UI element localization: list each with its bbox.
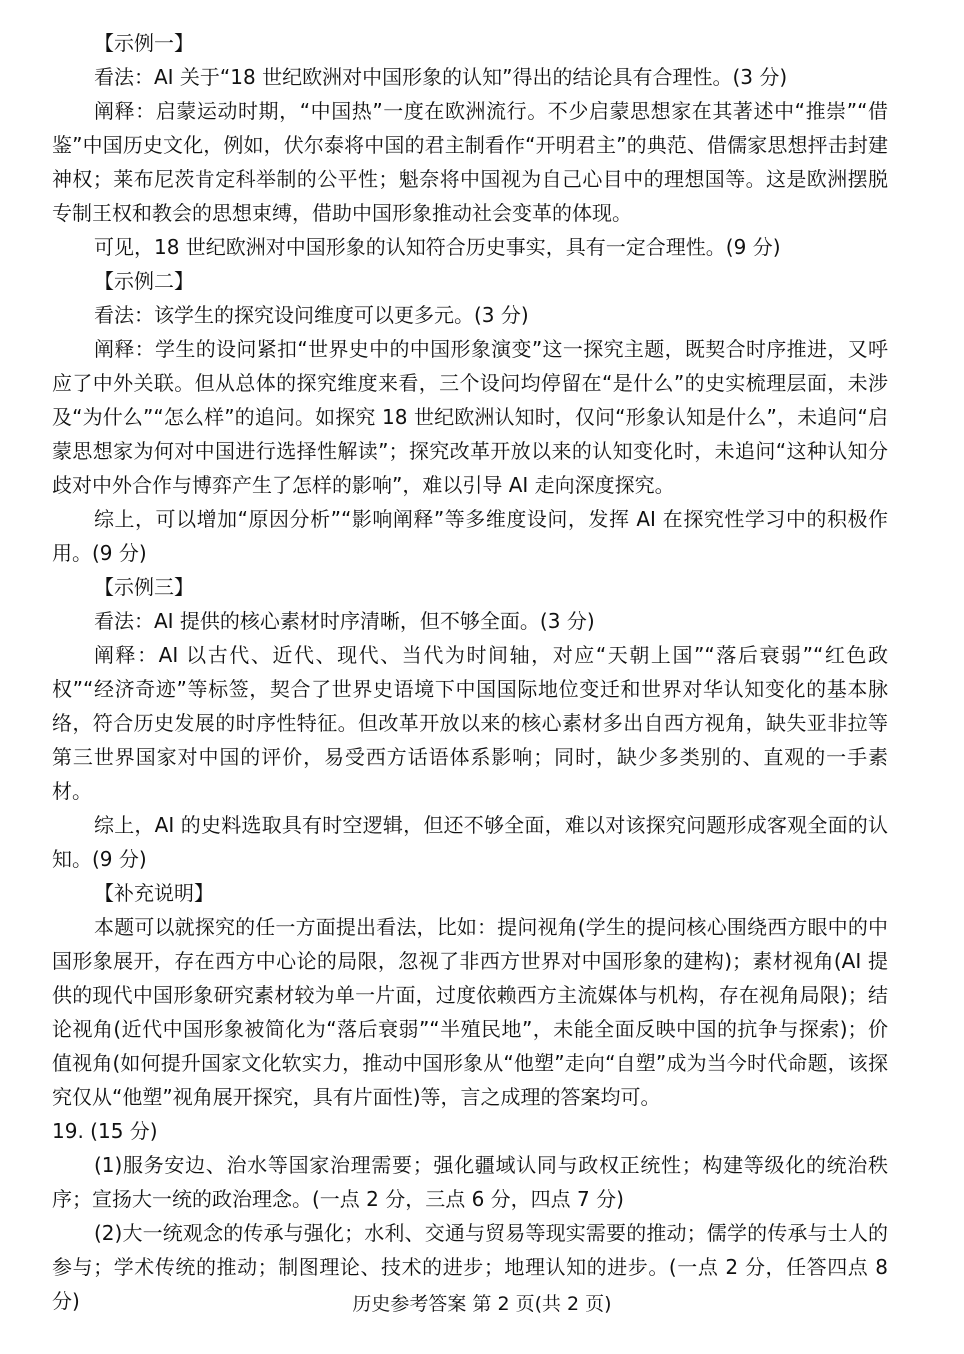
page-footer: 历史参考答案 第 2 页(共 2 页) <box>352 1293 612 1315</box>
example-1-conclusion: 可见，18 世纪欧洲对中国形象的认知符合历史事实，具有一定合理性。(9 分) <box>94 235 781 259</box>
supplement-text: 本题可以就探究的任一方面提出看法，比如：提问视角(学生的提问核心围绕西方眼中的中国形象展开，存在西方中心论的局限，忽视了非西方世界对中国形象的建构)；素材视角(AI 提供的现代中国形象研究素材较为单一片面，过度依赖西方主流媒体与机构，存在视角局限)；结论视角(近代中国形象被简化为“落后衰弱”“半殖民地”，未能全面反映中国的抗争与探索)；价值视角(如何提升国家文化软实力，推动中国形象从“他塑”走向“自塑”成为当今时代命题，该探究仅从“他塑”视角展开探究，具有片面性)等，言之成理的答案均可。 <box>52 915 888 1109</box>
supplement <box>52 876 888 1114</box>
example-2-explanation: 阐释：学生的设问紧扣“世界史中的中国形象演变”这一探究主题，既契合时序推进，又呼应了中外关联。但从总体的探究维度来看，三个设问均停留在“是什么”的史实梳理层面，未涉及“为什么”“怎么样”的追问。如探究 18 世纪欧洲认知时，仅问“形象认知是什么”，未追问“启蒙思想家为何对中国进行选择性解读”；探究改革开放以来的认知变化时，未追问“这种认知分歧对中外合作与博弈产生了怎样的影响”，难以引导 AI 走向深度探究。 <box>52 337 888 497</box>
example-2-heading: 【示例二】 <box>94 269 194 293</box>
question-19-part-1: (1)服务安边、治水等国家治理需要；强化疆域认同与政权正统性；构建等级化的统治秩序；宣扬大一统的政治理念。(一点 2 分，三点 6 分，四点 7 分) <box>52 1153 888 1211</box>
example-1-heading: 【示例一】 <box>94 31 194 55</box>
example-3 <box>52 570 888 876</box>
question-19-number: 19. (15 分) <box>52 1119 158 1143</box>
example-3-conclusion: 综上，AI 的史料选取具有时空逻辑，但还不够全面，难以对该探究问题形成客观全面的认知。(9 分) <box>52 813 888 871</box>
example-1-view: 看法：AI 关于“18 世纪欧洲对中国形象的认知”得出的结论具有合理性。(3 分) <box>94 65 788 89</box>
example-3-heading: 【示例三】 <box>94 575 194 599</box>
example-1-explanation: 阐释：启蒙运动时期，“中国热”一度在欧洲流行。不少启蒙思想家在其著述中“推崇”“借鉴”中国历史文化，例如，伏尔泰将中国的君主制看作“开明君主”的典范、借儒家思想抨击封建神权；莱布尼茨肯定科举制的公平性；魁奈将中国视为自己心目中的理想国等。这是欧洲摆脱专制王权和教会的思想束缚，借助中国形象推动社会变革的体现。 <box>52 99 888 225</box>
example-3-view: 看法：AI 提供的核心素材时序清晰，但不够全面。(3 分) <box>94 609 595 633</box>
example-2 <box>52 264 888 570</box>
question-19 <box>52 1114 888 1318</box>
example-2-view: 看法：该学生的探究设问维度可以更多元。(3 分) <box>94 303 529 327</box>
example-3-explanation: 阐释：AI 以古代、近代、现代、当代为时间轴，对应“天朝上国”“落后衰弱”“红色政权”“经济奇迹”等标签，契合了世界史语境下中国国际地位变迁和世界对华认知变化的基本脉络，符合历史发展的时序性特征。但改革开放以来的核心素材多出自西方视角，缺失亚非拉等第三世界国家对中国的评价，易受西方话语体系影响；同时，缺少多类别的、直观的一手素材。 <box>52 643 888 803</box>
answer-document <box>52 26 888 1318</box>
example-2-conclusion: 综上，可以增加“原因分析”“影响阐释”等多维度设问，发挥 AI 在探究性学习中的积极作用。(9 分) <box>52 507 888 565</box>
supplement-heading: 【补充说明】 <box>94 881 214 905</box>
example-1 <box>52 26 888 264</box>
question-19-part-2: (2)大一统观念的传承与强化；水利、交通与贸易等现实需要的推动；儒学的传承与士人的参与；学术传统的推动；制图理论、技术的进步；地理认知的进步。(一点 2 分，任答四点 8 分) <box>52 1221 888 1313</box>
